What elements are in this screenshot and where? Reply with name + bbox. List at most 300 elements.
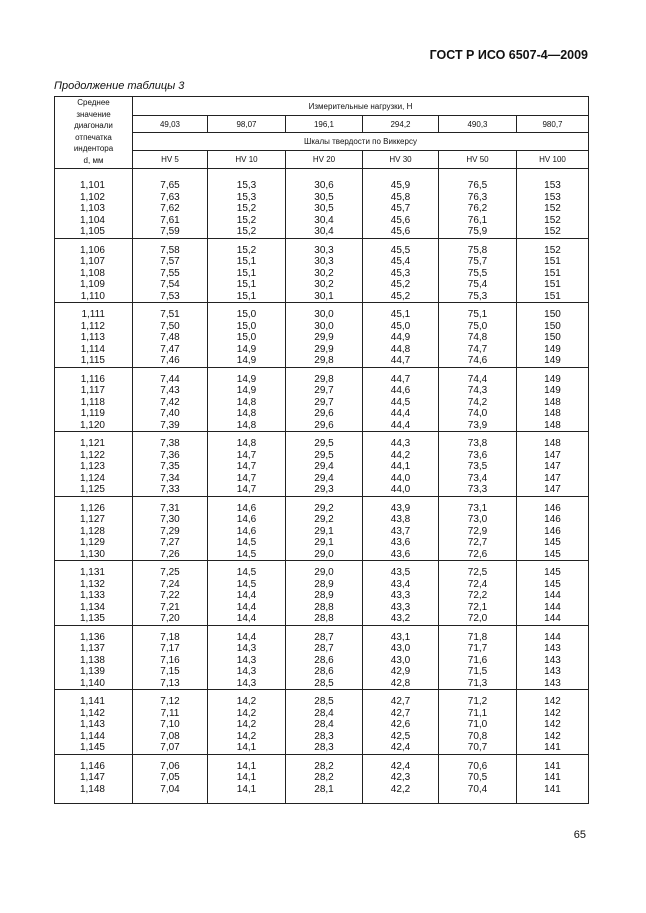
hardness-cell: 147 [517,450,589,462]
hardness-cell: 7,34 [133,473,208,485]
hardness-cell: 143 [517,678,589,690]
hardness-cell: 7,33 [133,484,208,496]
hardness-cell: 76,3 [439,192,517,204]
table-row [55,754,589,772]
load-cell: 294,2 [363,116,439,133]
hardness-cell: 14,7 [208,484,286,496]
hardness-cell: 7,40 [133,408,208,420]
hardness-cell: 29,0 [286,549,363,561]
hardness-cell: 43,4 [363,579,439,591]
hardness-cell: 43,3 [363,602,439,614]
hardness-cell: 7,59 [133,226,208,238]
hardness-cell: 76,5 [439,169,517,192]
diagonal-cell: 1,108 [79,267,105,279]
load-cell: 490,3 [439,116,517,133]
table-row [55,590,589,602]
hardness-cell: 7,07 [133,742,208,754]
hardness-cell: 45,2 [363,279,439,291]
hardness-cell: 45,6 [363,226,439,238]
diagonal-cell: 1,105 [79,226,105,237]
hardness-cell: 14,5 [208,579,286,591]
scale-cell: HV 20 [286,151,363,169]
hardness-cell: 29,2 [286,496,363,514]
diagonal-cell: 1,111 [55,303,133,321]
hardness-cell: 44,0 [363,484,439,496]
diagonal-cell: 1,115 [80,355,105,366]
hardness-cell: 7,47 [133,344,208,356]
table-row [55,203,589,215]
diagonal-cell: 1,112 [80,320,105,332]
hardness-cell: 30,3 [286,256,363,268]
hardness-cell: 44,4 [363,420,439,432]
hardness-cell: 7,27 [133,537,208,549]
table-row [55,625,589,643]
table-row [55,731,589,743]
table-row [55,432,589,450]
diagonal-cell: 1,131 [55,561,133,579]
hardness-cell: 152 [517,203,589,215]
hardness-cell: 45,9 [363,169,439,192]
hardness-cell: 43,8 [363,514,439,526]
diagonal-cell: 1,142 [79,707,105,719]
corner-line: диагонали [74,121,113,130]
hardness-cell: 145 [517,549,589,561]
hardness-cell: 7,11 [133,708,208,720]
hardness-cell: 15,0 [208,321,286,333]
hardness-cell: 146 [517,496,589,514]
scale-cell: HV 100 [517,151,589,169]
hardness-cell: 70,4 [439,784,517,804]
hardness-cell: 43,6 [363,537,439,549]
hardness-cell: 28,7 [286,625,363,643]
hardness-cell: 147 [517,484,589,496]
diagonal-cell: 1,124 [79,472,105,484]
hardness-cell: 7,50 [133,321,208,333]
table-row [55,496,589,514]
hardness-cell: 29,5 [286,432,363,450]
diagonal-cell: 1,114 [80,343,105,355]
hardness-cell: 153 [517,192,589,204]
hardness-cell: 43,6 [363,549,439,561]
hardness-cell: 143 [517,666,589,678]
diagonal-cell: 1,113 [80,332,105,343]
diagonal-cell: 1,117 [80,385,105,396]
table-row [55,655,589,667]
diagonal-cell: 1,116 [55,367,133,385]
table-row [55,385,589,397]
hardness-cell: 150 [517,303,589,321]
corner-line: значение [76,109,111,119]
diagonal-cell: 1,138 [79,654,105,666]
hardness-cell: 15,2 [208,203,286,215]
hardness-cell: 71,2 [439,690,517,708]
hardness-cell: 29,6 [286,420,363,432]
hardness-cell: 30,6 [286,169,363,192]
hardness-cell: 148 [517,408,589,420]
hardness-cell: 15,2 [208,238,286,256]
hardness-cell: 15,1 [208,268,286,280]
diagonal-cell: 1,136 [55,625,133,643]
hardness-cell: 29,7 [286,397,363,409]
hardness-cell: 141 [517,754,589,772]
hardness-cell: 74,3 [439,385,517,397]
hardness-cell: 153 [517,169,589,192]
hardness-cell: 70,7 [439,742,517,754]
hardness-cell: 145 [517,561,589,579]
hardness-cell: 29,0 [286,561,363,579]
table-row [55,397,589,409]
diagonal-cell: 1,143 [79,719,105,730]
hardness-cell: 15,3 [208,169,286,192]
hardness-cell: 43,5 [363,561,439,579]
hardness-cell: 28,7 [286,643,363,655]
load-cell: 49,03 [133,116,208,133]
table-row [55,226,589,238]
hardness-cell: 14,2 [208,690,286,708]
hardness-cell: 43,0 [363,655,439,667]
corner-line: индентора [73,144,114,153]
hardness-cell: 28,3 [286,742,363,754]
hardness-cell: 7,24 [133,579,208,591]
hardness-cell: 14,8 [208,408,286,420]
diagonal-cell: 1,148 [79,783,105,795]
hardness-cell: 43,9 [363,496,439,514]
hardness-cell: 30,4 [286,226,363,238]
hardness-cell: 14,2 [208,731,286,743]
hardness-cell: 15,2 [208,226,286,238]
diagonal-cell: 1,118 [80,396,105,408]
hardness-cell: 28,9 [286,579,363,591]
hardness-cell: 45,1 [363,303,439,321]
diagonal-cell: 1,128 [79,525,105,537]
hardness-cell: 71,0 [439,719,517,731]
hardness-cell: 71,8 [439,625,517,643]
hardness-cell: 74,0 [439,408,517,420]
hardness-cell: 14,8 [208,397,286,409]
hardness-cell: 14,6 [208,526,286,538]
diagonal-cell: 1,106 [55,238,133,256]
hardness-cell: 7,35 [133,461,208,473]
hardness-cell: 14,7 [208,461,286,473]
hardness-cell: 44,5 [363,397,439,409]
hardness-cell: 15,2 [208,215,286,227]
hardness-cell: 7,26 [133,549,208,561]
hardness-cell: 73,3 [439,484,517,496]
hardness-cell: 7,62 [133,203,208,215]
hardness-cell: 73,5 [439,461,517,473]
hardness-cell: 7,05 [133,772,208,784]
hardness-cell: 14,8 [208,420,286,432]
hardness-cell: 42,9 [363,666,439,678]
hardness-cell: 44,3 [363,432,439,450]
scale-cell: HV 10 [208,151,286,169]
hardness-cell: 15,1 [208,291,286,303]
hardness-cell: 73,8 [439,432,517,450]
hardness-cell: 141 [517,784,589,804]
table-row [55,268,589,280]
hardness-cell: 28,4 [286,708,363,720]
diagonal-cell: 1,110 [80,290,105,302]
hardness-cell: 7,31 [133,496,208,514]
hardness-cell: 28,6 [286,655,363,667]
hardness-cell: 14,3 [208,666,286,678]
hardness-cell: 72,4 [439,579,517,591]
hardness-cell: 71,3 [439,678,517,690]
hardness-cell: 29,1 [286,537,363,549]
hardness-cell: 28,8 [286,613,363,625]
hardness-cell: 7,51 [133,303,208,321]
hardness-cell: 7,18 [133,625,208,643]
table-row [55,256,589,268]
table-row [55,238,589,256]
hardness-cell: 7,12 [133,690,208,708]
hardness-cell: 7,46 [133,355,208,367]
corner-header [55,97,133,169]
hardness-cell: 45,4 [363,256,439,268]
diagonal-cell: 1,102 [79,191,105,203]
hardness-cell: 42,7 [363,690,439,708]
table-row [55,473,589,485]
hardness-cell: 75,3 [439,291,517,303]
hardness-cell: 7,20 [133,613,208,625]
diagonal-cell: 1,109 [79,279,105,290]
table-row [55,484,589,496]
scales-title: Шкалы твердости по Виккерсу [133,133,589,151]
diagonal-cell: 1,144 [79,730,105,742]
table-row [55,332,589,344]
table-row [55,355,589,367]
loads-title: Измерительные нагрузки, Н [133,97,589,116]
hardness-cell: 14,5 [208,549,286,561]
hardness-cell: 30,2 [286,279,363,291]
hardness-cell: 7,55 [133,268,208,280]
hardness-cell: 7,10 [133,719,208,731]
hardness-cell: 7,39 [133,420,208,432]
hardness-cell: 30,0 [286,321,363,333]
hardness-cell: 7,15 [133,666,208,678]
hardness-cell: 144 [517,613,589,625]
hardness-cell: 74,4 [439,367,517,385]
hardness-cell: 7,36 [133,450,208,462]
hardness-cell: 71,1 [439,708,517,720]
hardness-cell: 142 [517,731,589,743]
table-row [55,215,589,227]
hardness-cell: 45,3 [363,268,439,280]
hardness-cell: 141 [517,772,589,784]
hardness-cell: 72,7 [439,537,517,549]
hardness-cell: 29,8 [286,367,363,385]
diagonal-cell: 1,103 [79,203,105,214]
hardness-cell: 148 [517,432,589,450]
hardness-cell: 28,8 [286,602,363,614]
hardness-cell: 14,8 [208,432,286,450]
hardness-cell: 28,2 [286,754,363,772]
hardness-cell: 44,1 [363,461,439,473]
hardness-cell: 14,7 [208,450,286,462]
hardness-cell: 28,9 [286,590,363,602]
hardness-cell: 14,4 [208,602,286,614]
hardness-cell: 7,58 [133,238,208,256]
table-row [55,549,589,561]
diagonal-cell: 1,135 [79,613,105,624]
hardness-cell: 152 [517,226,589,238]
hardness-cell: 30,1 [286,291,363,303]
table-row [55,537,589,549]
hardness-cell: 146 [517,526,589,538]
hardness-cell: 42,4 [363,754,439,772]
hardness-cell: 7,21 [133,602,208,614]
hardness-cell: 151 [517,291,589,303]
hardness-cell: 43,3 [363,590,439,602]
hardness-cell: 43,7 [363,526,439,538]
hardness-cell: 28,5 [286,690,363,708]
hardness-cell: 7,04 [133,784,208,804]
diagonal-cell: 1,104 [79,214,105,226]
corner-line: Среднее [77,98,110,107]
hardness-cell: 73,9 [439,420,517,432]
hardness-cell: 29,4 [286,473,363,485]
table-row [55,526,589,538]
hardness-cell: 7,61 [133,215,208,227]
hardness-cell: 70,8 [439,731,517,743]
hardness-cell: 70,6 [439,754,517,772]
hardness-cell: 14,4 [208,613,286,625]
hardness-cell: 74,7 [439,344,517,356]
diagonal-cell: 1,120 [79,419,105,431]
hardness-cell: 7,38 [133,432,208,450]
hardness-cell: 15,0 [208,332,286,344]
table-row [55,367,589,385]
diagonal-cell: 1,147 [79,772,105,783]
table-row [55,303,589,321]
table-row [55,719,589,731]
hardness-cell: 14,2 [208,708,286,720]
hardness-cell: 75,5 [439,268,517,280]
diagonal-cell: 1,130 [79,548,105,560]
hardness-cell: 14,2 [208,719,286,731]
table-row [55,579,589,591]
hardness-cell: 43,1 [363,625,439,643]
hardness-cell: 75,4 [439,279,517,291]
hardness-cell: 28,6 [286,666,363,678]
hardness-cell: 29,6 [286,408,363,420]
hardness-cell: 71,5 [439,666,517,678]
table-row [55,291,589,303]
hardness-cell: 7,57 [133,256,208,268]
hardness-cell: 143 [517,643,589,655]
hardness-cell: 28,3 [286,731,363,743]
hardness-cell: 30,0 [286,303,363,321]
hardness-cell: 30,5 [286,192,363,204]
hardness-cell: 15,3 [208,192,286,204]
hardness-cell: 149 [517,355,589,367]
table-row [55,461,589,473]
hardness-cell: 151 [517,256,589,268]
scale-cell: HV 50 [439,151,517,169]
hardness-cell: 70,5 [439,772,517,784]
hardness-cell: 7,08 [133,731,208,743]
hardness-cell: 72,1 [439,602,517,614]
table-row [55,772,589,784]
hardness-cell: 76,1 [439,215,517,227]
hardness-cell: 29,9 [286,332,363,344]
hardness-cell: 15,0 [208,303,286,321]
hardness-cell: 72,6 [439,549,517,561]
hardness-cell: 72,5 [439,561,517,579]
hardness-cell: 14,3 [208,643,286,655]
diagonal-cell: 1,122 [79,449,105,461]
hardness-cell: 7,65 [133,169,208,192]
table-row [55,169,589,192]
table-row [55,666,589,678]
hardness-cell: 14,3 [208,678,286,690]
hardness-cell: 73,4 [439,473,517,485]
table-body [55,169,589,804]
hardness-cell: 29,5 [286,450,363,462]
table-row [55,643,589,655]
hardness-cell: 75,7 [439,256,517,268]
diagonal-cell: 1,139 [79,666,105,677]
diagonal-cell: 1,132 [79,578,105,590]
hardness-cell: 14,1 [208,742,286,754]
hardness-cell: 45,7 [363,203,439,215]
page-number: 65 [573,829,586,841]
table-row [55,321,589,333]
hardness-cell: 30,2 [286,268,363,280]
hardness-table [54,96,589,804]
hardness-cell: 14,1 [208,784,286,804]
hardness-cell: 149 [517,367,589,385]
hardness-cell: 151 [517,279,589,291]
table-row [55,602,589,614]
hardness-cell: 28,5 [286,678,363,690]
hardness-cell: 28,2 [286,772,363,784]
diagonal-cell: 1,146 [55,754,133,772]
diagonal-cell: 1,101 [55,169,133,192]
hardness-cell: 29,7 [286,385,363,397]
scale-cell: HV 30 [363,151,439,169]
hardness-cell: 30,4 [286,215,363,227]
hardness-cell: 76,2 [439,203,517,215]
diagonal-cell: 1,119 [80,408,105,419]
diagonal-cell: 1,141 [55,690,133,708]
hardness-cell: 142 [517,708,589,720]
hardness-cell: 14,7 [208,473,286,485]
hardness-cell: 45,5 [363,238,439,256]
corner-unit: d, мм [83,155,104,165]
hardness-cell: 7,25 [133,561,208,579]
hardness-cell: 44,7 [363,367,439,385]
table-row [55,678,589,690]
hardness-cell: 151 [517,268,589,280]
hardness-cell: 42,6 [363,719,439,731]
hardness-cell: 72,2 [439,590,517,602]
hardness-cell: 7,43 [133,385,208,397]
hardness-cell: 14,4 [208,590,286,602]
hardness-cell: 75,0 [439,321,517,333]
hardness-cell: 14,5 [208,537,286,549]
hardness-cell: 7,48 [133,332,208,344]
hardness-cell: 142 [517,719,589,731]
hardness-cell: 7,42 [133,397,208,409]
load-cell: 98,07 [208,116,286,133]
hardness-cell: 7,13 [133,678,208,690]
hardness-cell: 42,4 [363,742,439,754]
hardness-cell: 142 [517,690,589,708]
hardness-cell: 14,9 [208,355,286,367]
table-row [55,279,589,291]
hardness-cell: 29,9 [286,344,363,356]
